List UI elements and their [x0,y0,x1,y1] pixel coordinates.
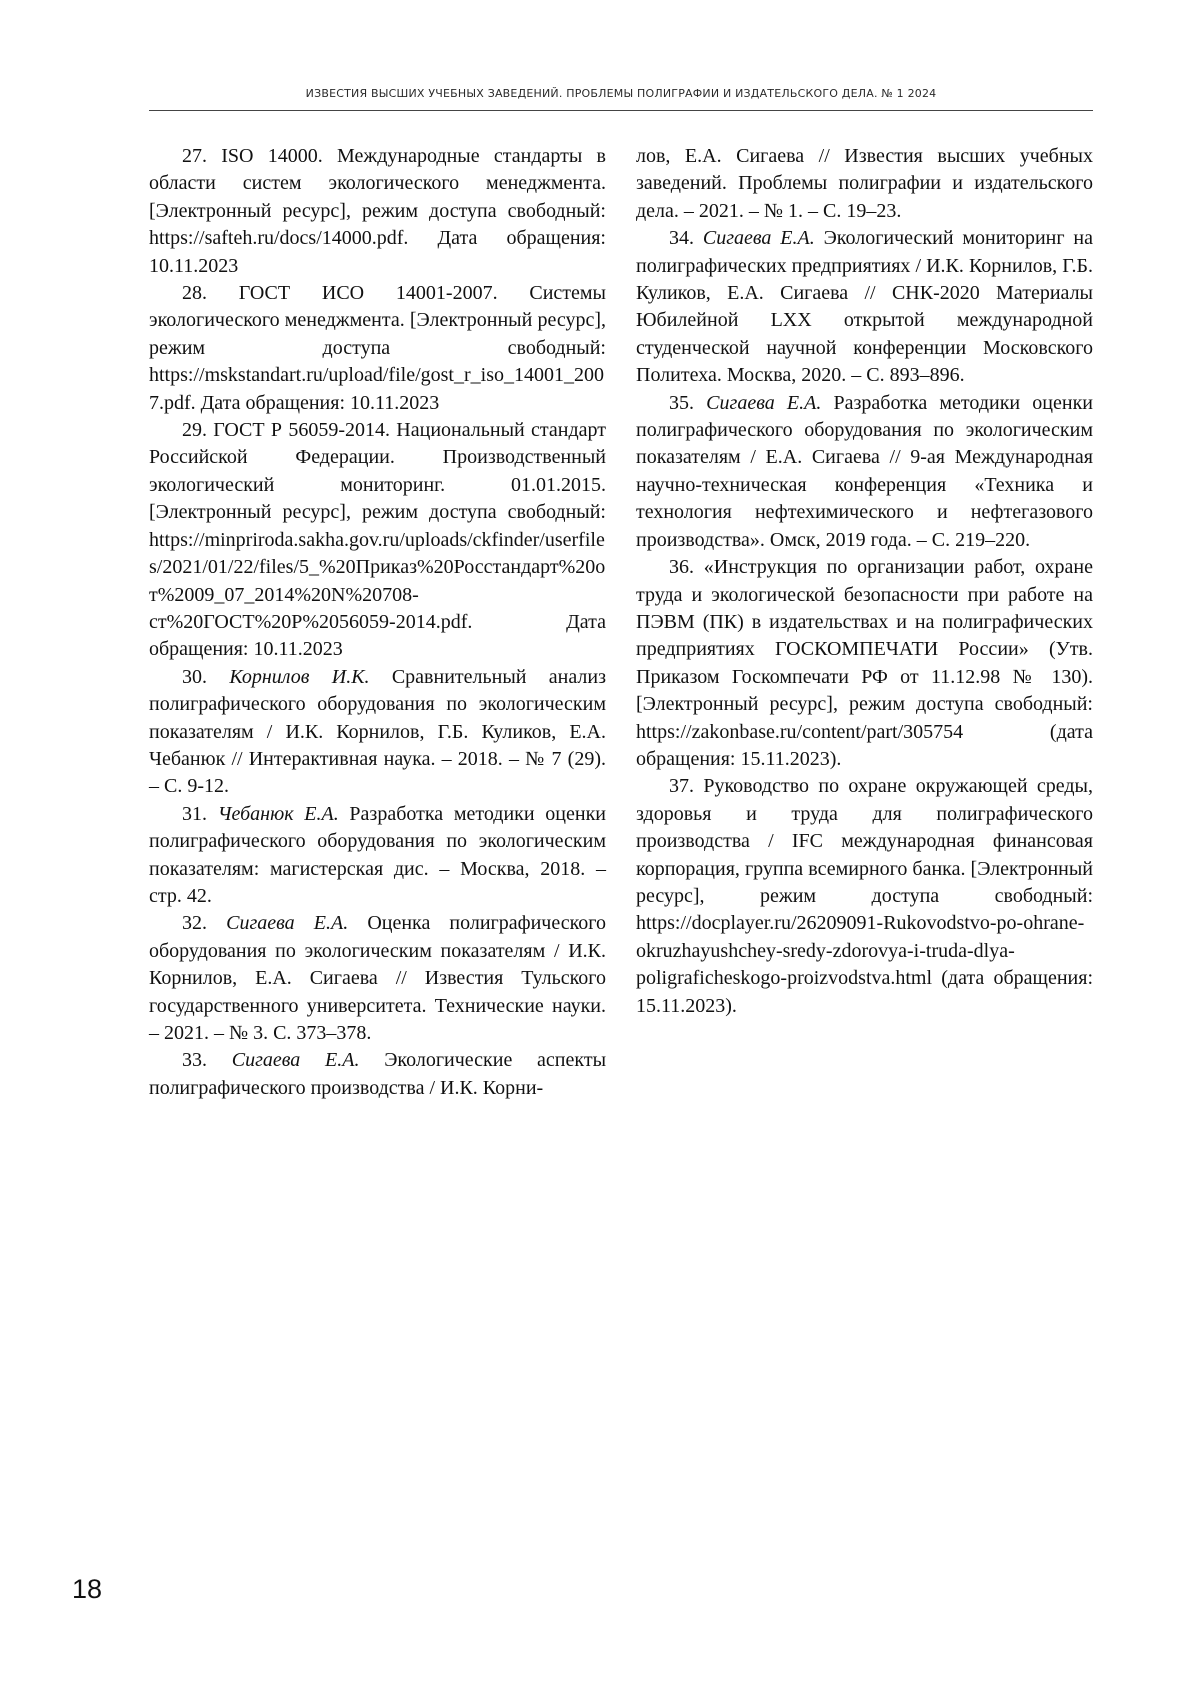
reference-37 [636,773,1093,1020]
reference-number: 31. [182,802,218,825]
reference-28 [149,280,606,417]
reference-text: 28. ГОСТ ИСО 14001-2007. Системы экологического менеджмента. [Электронный ресурс], режим доступа свободный: https://mskstandart.ru/upload/file/gost_r_iso_14001_2007.pdf. Дата обращения: 10.11.2023 [149,282,606,414]
reference-author: Сигаева Е.А. [706,391,822,414]
reference-number: 30. [182,665,230,688]
right-column [636,143,1093,1020]
reference-text: 29. ГОСТ Р 56059-2014. Национальный стандарт Российской Федерации. Производственный экологический мониторинг. 01.01.2015. [Электронный ресурс], режим доступа свободный: https://minpriroda.sakha.gov.ru/uploads/ckfinder/userfiles/2021/01/22/files/5_%20Приказ%20Росстандарт%20от%2009_07_2014%20N%20708-ст%20ГОСТ%20Р%2056059-2014.pdf. Дата обращения: 10.11.2023 [149,419,606,661]
reference-number: 33. [182,1049,232,1072]
reference-text: 36. «Инструкция по организации работ, охране труда и экологической безопасности при работе на ПЭВМ (ПК) в издательствах и на полиграфических предприятиях ГОСКОМПЕЧАТИ России» (Утв. Приказом Госкомпечати РФ от 11.12.98 № 130). [Электронный ресурс], режим доступа свободный: https://zakonbase.ru/content/part/305754 (дата обращения: 15.11.2023). [636,556,1093,770]
reference-text: Разработка методики оценки полиграфического оборудования по экологическим показателям / Е.А. Сигаева // 9-ая Международная научно-техническая конференция «Техника и технология нефтехимического и нефтегазового производства». Омск, 2019 года. – С. 219–220. [636,391,1094,551]
reference-33-continued [636,143,1093,225]
reference-text: лов, Е.А. Сигаева // Известия высших учебных заведений. Проблемы полиграфии и издательского дела. – 2021. – № 1. – С. 19–23. [636,145,1093,222]
reference-number: 32. [182,912,227,935]
reference-author: Чебанюк Е.А. [217,802,339,825]
reference-34 [636,225,1093,389]
header-rule [149,110,1093,111]
page-number: 18 [72,1574,103,1604]
reference-27 [149,143,606,280]
reference-author: Сигаева Е.А. [226,912,349,935]
reference-text: Сравнительный анализ полиграфического оборудования по экологическим показателям / И.К. Корнилов, Г.Б. Куликов, Е.А. Чебанюк // Интерактивная наука. – 2018. – № 7 (29). – С. 9-12. [149,665,607,798]
running-header: ИЗВЕСТИЯ ВЫСШИХ УЧЕБНЫХ ЗАВЕДЕНИЙ. ПРОБЛЕМЫ ПОЛИГРАФИИ И ИЗДАТЕЛЬСКОГО ДЕЛА. № 1 2024 [305,87,937,100]
reference-author: Сигаева Е.А. [231,1049,360,1072]
reference-text: Экологический мониторинг на полиграфических предприятиях / И.К. Корнилов, Г.Б. Куликов, Е.А. Сигаева // СНК-2020 Материалы Юбилейной LXX открытой международной студенческой научной конференции Московского Политеха. Москва, 2020. – С. 893–896. [636,227,1093,387]
reference-32 [149,910,606,1047]
reference-31 [149,801,606,911]
reference-text: Экологические аспекты полиграфического производства / И.К. Корни- [149,1049,607,1099]
reference-36 [636,554,1093,773]
reference-text: 27. ISO 14000. Международные стандарты в области систем экологического менеджмента. [Электронный ресурс], режим доступа свободный: https://safteh.ru/docs/14000.pdf. Дата обращения: 10.11.2023 [149,145,606,277]
left-column [149,143,606,1102]
reference-text: Разработка методики оценки полиграфического оборудования по экологическим показателям: магистерская дис. – Москва, 2018. – стр. 42. [149,802,607,907]
reference-30 [149,664,606,801]
reference-author: Корнилов И.К. [229,665,370,688]
reference-29 [149,417,606,664]
reference-number: 35. [669,391,707,414]
reference-number: 34. [669,227,703,250]
reference-35 [636,390,1093,554]
reference-text: 37. Руководство по охране окружающей среды, здоровья и труда для полиграфического производства / IFC международная финансовая корпорация, группа всемирного банка. [Электронный ресурс], режим доступа свободный: https://docplayer.ru/26209091-Rukovodstvo-po-ohrane-okruzhayushchey-sredy-zdorovya-i-truda-dlya-poligraficheskogo-proizvodstva.html (дата обращения: 15.11.2023). [636,775,1093,1017]
reference-33 [149,1047,606,1102]
reference-text: Оценка полиграфического оборудования по экологическим показателям / И.К. Корнилов, Е.А. Сигаева // Известия Тульского государственного университета. Технические науки. – 2021. – № 3. С. 373–378. [149,912,607,1044]
reference-author: Сигаева Е.А. [702,227,815,250]
